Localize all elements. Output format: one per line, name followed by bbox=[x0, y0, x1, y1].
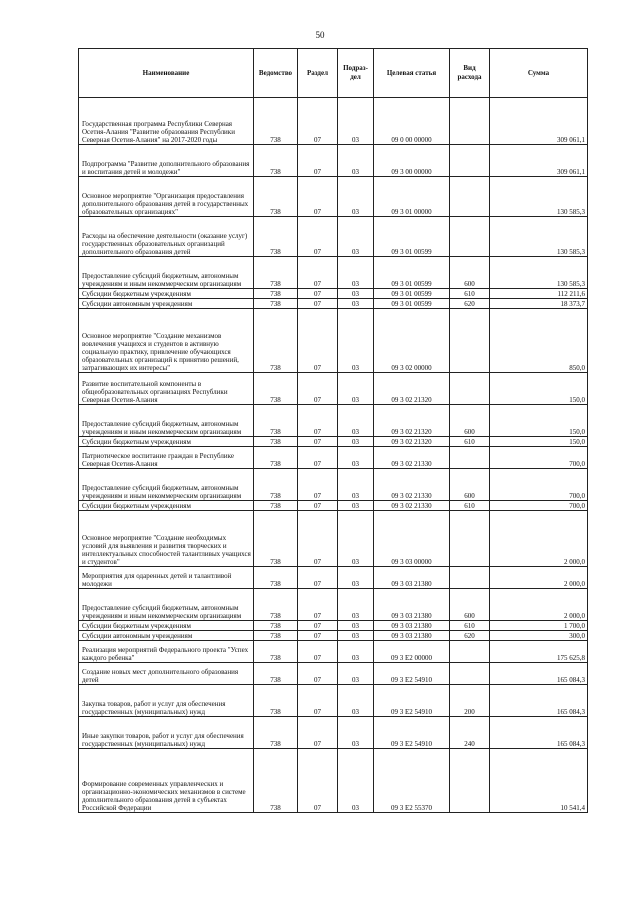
cell-summa: 130 585,3 bbox=[490, 257, 588, 289]
table-row bbox=[79, 717, 588, 749]
cell-cel: 09 3 03 21380 bbox=[374, 567, 450, 589]
cell-podrazdel: 03 bbox=[338, 98, 374, 145]
cell-razdel: 07 bbox=[298, 749, 338, 813]
cell-razdel: 07 bbox=[298, 98, 338, 145]
table-row bbox=[79, 663, 588, 685]
cell-vid: 610 bbox=[450, 289, 490, 299]
cell-summa: 1 700,0 bbox=[490, 621, 588, 631]
cell-vid: 620 bbox=[450, 631, 490, 641]
cell-cel: 09 0 00 00000 bbox=[374, 98, 450, 145]
cell-cel: 09 3 01 00599 bbox=[374, 289, 450, 299]
header-vid: Вид расхода bbox=[450, 49, 490, 98]
table-body bbox=[79, 98, 588, 813]
header-cel: Целевая статья bbox=[374, 49, 450, 98]
table-row bbox=[79, 98, 588, 145]
cell-podrazdel: 03 bbox=[338, 501, 374, 511]
cell-podrazdel: 03 bbox=[338, 567, 374, 589]
cell-cel: 09 3 01 00599 bbox=[374, 217, 450, 257]
budget-table bbox=[78, 48, 588, 813]
cell-summa: 112 211,6 bbox=[490, 289, 588, 299]
cell-summa: 309 061,1 bbox=[490, 145, 588, 177]
cell-summa: 130 585,3 bbox=[490, 177, 588, 217]
cell-name: Субсидии бюджетным учреждениям bbox=[79, 501, 254, 511]
table-row bbox=[79, 511, 588, 567]
cell-razdel: 07 bbox=[298, 437, 338, 447]
header-razdel: Раздел bbox=[298, 49, 338, 98]
cell-summa: 165 084,3 bbox=[490, 663, 588, 685]
cell-vid bbox=[450, 567, 490, 589]
cell-cel: 09 3 01 00599 bbox=[374, 299, 450, 309]
cell-name: Патриотическое воспитание граждан в Республике Северная Осетия-Алания bbox=[79, 447, 254, 469]
cell-razdel: 07 bbox=[298, 663, 338, 685]
page-number: 50 bbox=[315, 30, 325, 40]
cell-summa: 700,0 bbox=[490, 469, 588, 501]
cell-summa: 10 541,4 bbox=[490, 749, 588, 813]
cell-podrazdel: 03 bbox=[338, 685, 374, 717]
cell-cel: 09 3 03 00000 bbox=[374, 511, 450, 567]
cell-podrazdel: 03 bbox=[338, 405, 374, 437]
cell-summa: 175 625,8 bbox=[490, 641, 588, 663]
cell-summa: 2 000,0 bbox=[490, 567, 588, 589]
cell-razdel: 07 bbox=[298, 511, 338, 567]
cell-summa: 700,0 bbox=[490, 501, 588, 511]
cell-ved: 738 bbox=[254, 501, 298, 511]
cell-summa: 309 061,1 bbox=[490, 98, 588, 145]
cell-summa: 18 373,7 bbox=[490, 299, 588, 309]
cell-vid bbox=[450, 217, 490, 257]
cell-vid: 600 bbox=[450, 405, 490, 437]
cell-ved: 738 bbox=[254, 663, 298, 685]
cell-ved: 738 bbox=[254, 749, 298, 813]
cell-ved: 738 bbox=[254, 145, 298, 177]
cell-cel: 09 3 E2 54910 bbox=[374, 717, 450, 749]
cell-razdel: 07 bbox=[298, 447, 338, 469]
cell-cel: 09 3 00 00000 bbox=[374, 145, 450, 177]
cell-ved: 738 bbox=[254, 217, 298, 257]
cell-cel: 09 3 01 00599 bbox=[374, 257, 450, 289]
table-row bbox=[79, 685, 588, 717]
cell-razdel: 07 bbox=[298, 589, 338, 621]
table-row bbox=[79, 309, 588, 373]
cell-cel: 09 3 E2 54910 bbox=[374, 663, 450, 685]
cell-podrazdel: 03 bbox=[338, 621, 374, 631]
table-row bbox=[79, 641, 588, 663]
cell-razdel: 07 bbox=[298, 621, 338, 631]
cell-name: Субсидии автономным учреждениям bbox=[79, 631, 254, 641]
cell-vid: 600 bbox=[450, 589, 490, 621]
cell-cel: 09 3 03 21380 bbox=[374, 631, 450, 641]
cell-cel: 09 3 E2 55370 bbox=[374, 749, 450, 813]
cell-vid bbox=[450, 749, 490, 813]
cell-ved: 738 bbox=[254, 589, 298, 621]
cell-vid bbox=[450, 641, 490, 663]
cell-podrazdel: 03 bbox=[338, 257, 374, 289]
cell-summa: 850,0 bbox=[490, 309, 588, 373]
cell-name: Предоставление субсидий бюджетным, автономным учреждениям и иным некоммерческим организациям bbox=[79, 257, 254, 289]
cell-ved: 738 bbox=[254, 309, 298, 373]
cell-razdel: 07 bbox=[298, 373, 338, 405]
cell-ved: 738 bbox=[254, 98, 298, 145]
cell-cel: 09 3 E2 00000 bbox=[374, 641, 450, 663]
cell-podrazdel: 03 bbox=[338, 469, 374, 501]
cell-ved: 738 bbox=[254, 447, 298, 469]
cell-ved: 738 bbox=[254, 289, 298, 299]
header-summa: Сумма bbox=[490, 49, 588, 98]
table-row bbox=[79, 631, 588, 641]
cell-vid bbox=[450, 373, 490, 405]
cell-ved: 738 bbox=[254, 177, 298, 217]
cell-name: Иные закупки товаров, работ и услуг для обеспечения государственных (муниципальных) нужд bbox=[79, 717, 254, 749]
cell-ved: 738 bbox=[254, 511, 298, 567]
table-row bbox=[79, 145, 588, 177]
table-row bbox=[79, 501, 588, 511]
cell-razdel: 07 bbox=[298, 631, 338, 641]
cell-name: Закупка товаров, работ и услуг для обеспечения государственных (муниципальных) нужд bbox=[79, 685, 254, 717]
cell-summa: 130 585,3 bbox=[490, 217, 588, 257]
cell-cel: 09 3 02 21330 bbox=[374, 501, 450, 511]
cell-name: Реализация мероприятий Федерального проекта "Успех каждого ребенка" bbox=[79, 641, 254, 663]
cell-vid bbox=[450, 511, 490, 567]
cell-podrazdel: 03 bbox=[338, 717, 374, 749]
cell-ved: 738 bbox=[254, 373, 298, 405]
cell-name: Субсидии бюджетным учреждениям bbox=[79, 437, 254, 447]
cell-podrazdel: 03 bbox=[338, 145, 374, 177]
cell-podrazdel: 03 bbox=[338, 177, 374, 217]
cell-name: Основное мероприятие "Создание необходимых условий для выявления и развития творческих и интеллектуальных способностей талантливых учащихся и студентов" bbox=[79, 511, 254, 567]
cell-name: Формирование современных управленческих и организационно-экономических механизмов в системе дополнительного образования детей в субъектах Российской Федерации bbox=[79, 749, 254, 813]
cell-razdel: 07 bbox=[298, 685, 338, 717]
cell-summa: 150,0 bbox=[490, 405, 588, 437]
cell-cel: 09 3 01 00000 bbox=[374, 177, 450, 217]
cell-cel: 09 3 02 21320 bbox=[374, 373, 450, 405]
cell-vid: 600 bbox=[450, 469, 490, 501]
cell-cel: 09 3 03 21380 bbox=[374, 621, 450, 631]
cell-cel: 09 3 02 21320 bbox=[374, 437, 450, 447]
table-row bbox=[79, 373, 588, 405]
table-row bbox=[79, 299, 588, 309]
cell-ved: 738 bbox=[254, 717, 298, 749]
cell-vid bbox=[450, 309, 490, 373]
cell-razdel: 07 bbox=[298, 717, 338, 749]
cell-vid bbox=[450, 663, 490, 685]
cell-ved: 738 bbox=[254, 621, 298, 631]
cell-ved: 738 bbox=[254, 631, 298, 641]
cell-summa: 2 000,0 bbox=[490, 511, 588, 567]
cell-cel: 09 3 02 21330 bbox=[374, 447, 450, 469]
cell-name: Подпрограмма "Развитие дополнительного образования и воспитания детей и молодежи" bbox=[79, 145, 254, 177]
cell-vid: 610 bbox=[450, 437, 490, 447]
cell-vid bbox=[450, 98, 490, 145]
cell-vid: 620 bbox=[450, 299, 490, 309]
table-row bbox=[79, 405, 588, 437]
cell-name: Субсидии бюджетным учреждениям bbox=[79, 289, 254, 299]
cell-ved: 738 bbox=[254, 567, 298, 589]
cell-name: Субсидии бюджетным учреждениям bbox=[79, 621, 254, 631]
cell-podrazdel: 03 bbox=[338, 589, 374, 621]
cell-ved: 738 bbox=[254, 437, 298, 447]
cell-podrazdel: 03 bbox=[338, 749, 374, 813]
table-header-row bbox=[79, 49, 588, 98]
cell-razdel: 07 bbox=[298, 177, 338, 217]
cell-name: Развитие воспитательной компоненты в общеобразовательных организациях Республики Северная Осетия-Алания bbox=[79, 373, 254, 405]
table-row bbox=[79, 437, 588, 447]
cell-vid: 240 bbox=[450, 717, 490, 749]
cell-summa: 700,0 bbox=[490, 447, 588, 469]
table-row bbox=[79, 749, 588, 813]
cell-name: Мероприятия для одаренных детей и талантливой молодежи bbox=[79, 567, 254, 589]
table-row bbox=[79, 217, 588, 257]
cell-name: Предоставление субсидий бюджетным, автономным учреждениям и иным некоммерческим организациям bbox=[79, 405, 254, 437]
cell-vid: 610 bbox=[450, 501, 490, 511]
cell-vid: 200 bbox=[450, 685, 490, 717]
cell-razdel: 07 bbox=[298, 469, 338, 501]
cell-vid: 600 bbox=[450, 257, 490, 289]
cell-podrazdel: 03 bbox=[338, 663, 374, 685]
cell-name: Расходы на обеспечение деятельности (оказание услуг) государственных образовательных организаций дополнительного образования детей bbox=[79, 217, 254, 257]
cell-summa: 150,0 bbox=[490, 373, 588, 405]
cell-cel: 09 3 02 21330 bbox=[374, 469, 450, 501]
cell-vid bbox=[450, 447, 490, 469]
cell-summa: 165 084,3 bbox=[490, 685, 588, 717]
cell-name: Субсидии автономным учреждениям bbox=[79, 299, 254, 309]
cell-razdel: 07 bbox=[298, 217, 338, 257]
cell-podrazdel: 03 bbox=[338, 437, 374, 447]
table-row bbox=[79, 289, 588, 299]
cell-razdel: 07 bbox=[298, 405, 338, 437]
cell-name: Основное мероприятие "Создание механизмов вовлечения учащихся и студентов в активную социальную практику, привлечение обучающихся образовательных организаций к принятию решений, затрагивающих их интересы" bbox=[79, 309, 254, 373]
cell-razdel: 07 bbox=[298, 309, 338, 373]
cell-cel: 09 3 E2 54910 bbox=[374, 685, 450, 717]
cell-vid bbox=[450, 145, 490, 177]
cell-ved: 738 bbox=[254, 641, 298, 663]
cell-summa: 2 000,0 bbox=[490, 589, 588, 621]
cell-cel: 09 3 02 21320 bbox=[374, 405, 450, 437]
cell-vid bbox=[450, 177, 490, 217]
table-row bbox=[79, 257, 588, 289]
cell-name: Государственная программа Республики Северная Осетия-Алания "Развитие образования Республики Северная Осетия-Алания" на 2017-2020 годы bbox=[79, 98, 254, 145]
cell-cel: 09 3 02 00000 bbox=[374, 309, 450, 373]
cell-razdel: 07 bbox=[298, 567, 338, 589]
table-row bbox=[79, 567, 588, 589]
cell-podrazdel: 03 bbox=[338, 447, 374, 469]
cell-summa: 300,0 bbox=[490, 631, 588, 641]
cell-razdel: 07 bbox=[298, 257, 338, 289]
cell-summa: 165 084,3 bbox=[490, 717, 588, 749]
cell-name: Предоставление субсидий бюджетным, автономным учреждениям и иным некоммерческим организациям bbox=[79, 469, 254, 501]
cell-podrazdel: 03 bbox=[338, 511, 374, 567]
table-row bbox=[79, 621, 588, 631]
cell-ved: 738 bbox=[254, 405, 298, 437]
cell-podrazdel: 03 bbox=[338, 289, 374, 299]
table-row bbox=[79, 469, 588, 501]
header-podrazdel: Подраз-дел bbox=[338, 49, 374, 98]
cell-ved: 738 bbox=[254, 299, 298, 309]
cell-razdel: 07 bbox=[298, 299, 338, 309]
cell-cel: 09 3 03 21380 bbox=[374, 589, 450, 621]
cell-ved: 738 bbox=[254, 469, 298, 501]
cell-podrazdel: 03 bbox=[338, 631, 374, 641]
cell-razdel: 07 bbox=[298, 289, 338, 299]
cell-podrazdel: 03 bbox=[338, 641, 374, 663]
cell-ved: 738 bbox=[254, 257, 298, 289]
cell-razdel: 07 bbox=[298, 501, 338, 511]
cell-summa: 150,0 bbox=[490, 437, 588, 447]
cell-name: Предоставление субсидий бюджетным, автономным учреждениям и иным некоммерческим организациям bbox=[79, 589, 254, 621]
header-name: Наименование bbox=[79, 49, 254, 98]
cell-podrazdel: 03 bbox=[338, 299, 374, 309]
cell-ved: 738 bbox=[254, 685, 298, 717]
cell-podrazdel: 03 bbox=[338, 217, 374, 257]
table-row bbox=[79, 177, 588, 217]
cell-podrazdel: 03 bbox=[338, 309, 374, 373]
table-row bbox=[79, 589, 588, 621]
cell-name: Основное мероприятие "Организация предоставления дополнительного образования детей в государственных образовательных организациях" bbox=[79, 177, 254, 217]
cell-name: Создание новых мест дополнительного образования детей bbox=[79, 663, 254, 685]
header-ved: Ведомство bbox=[254, 49, 298, 98]
cell-razdel: 07 bbox=[298, 145, 338, 177]
cell-podrazdel: 03 bbox=[338, 373, 374, 405]
cell-razdel: 07 bbox=[298, 641, 338, 663]
cell-vid: 610 bbox=[450, 621, 490, 631]
table-row bbox=[79, 447, 588, 469]
